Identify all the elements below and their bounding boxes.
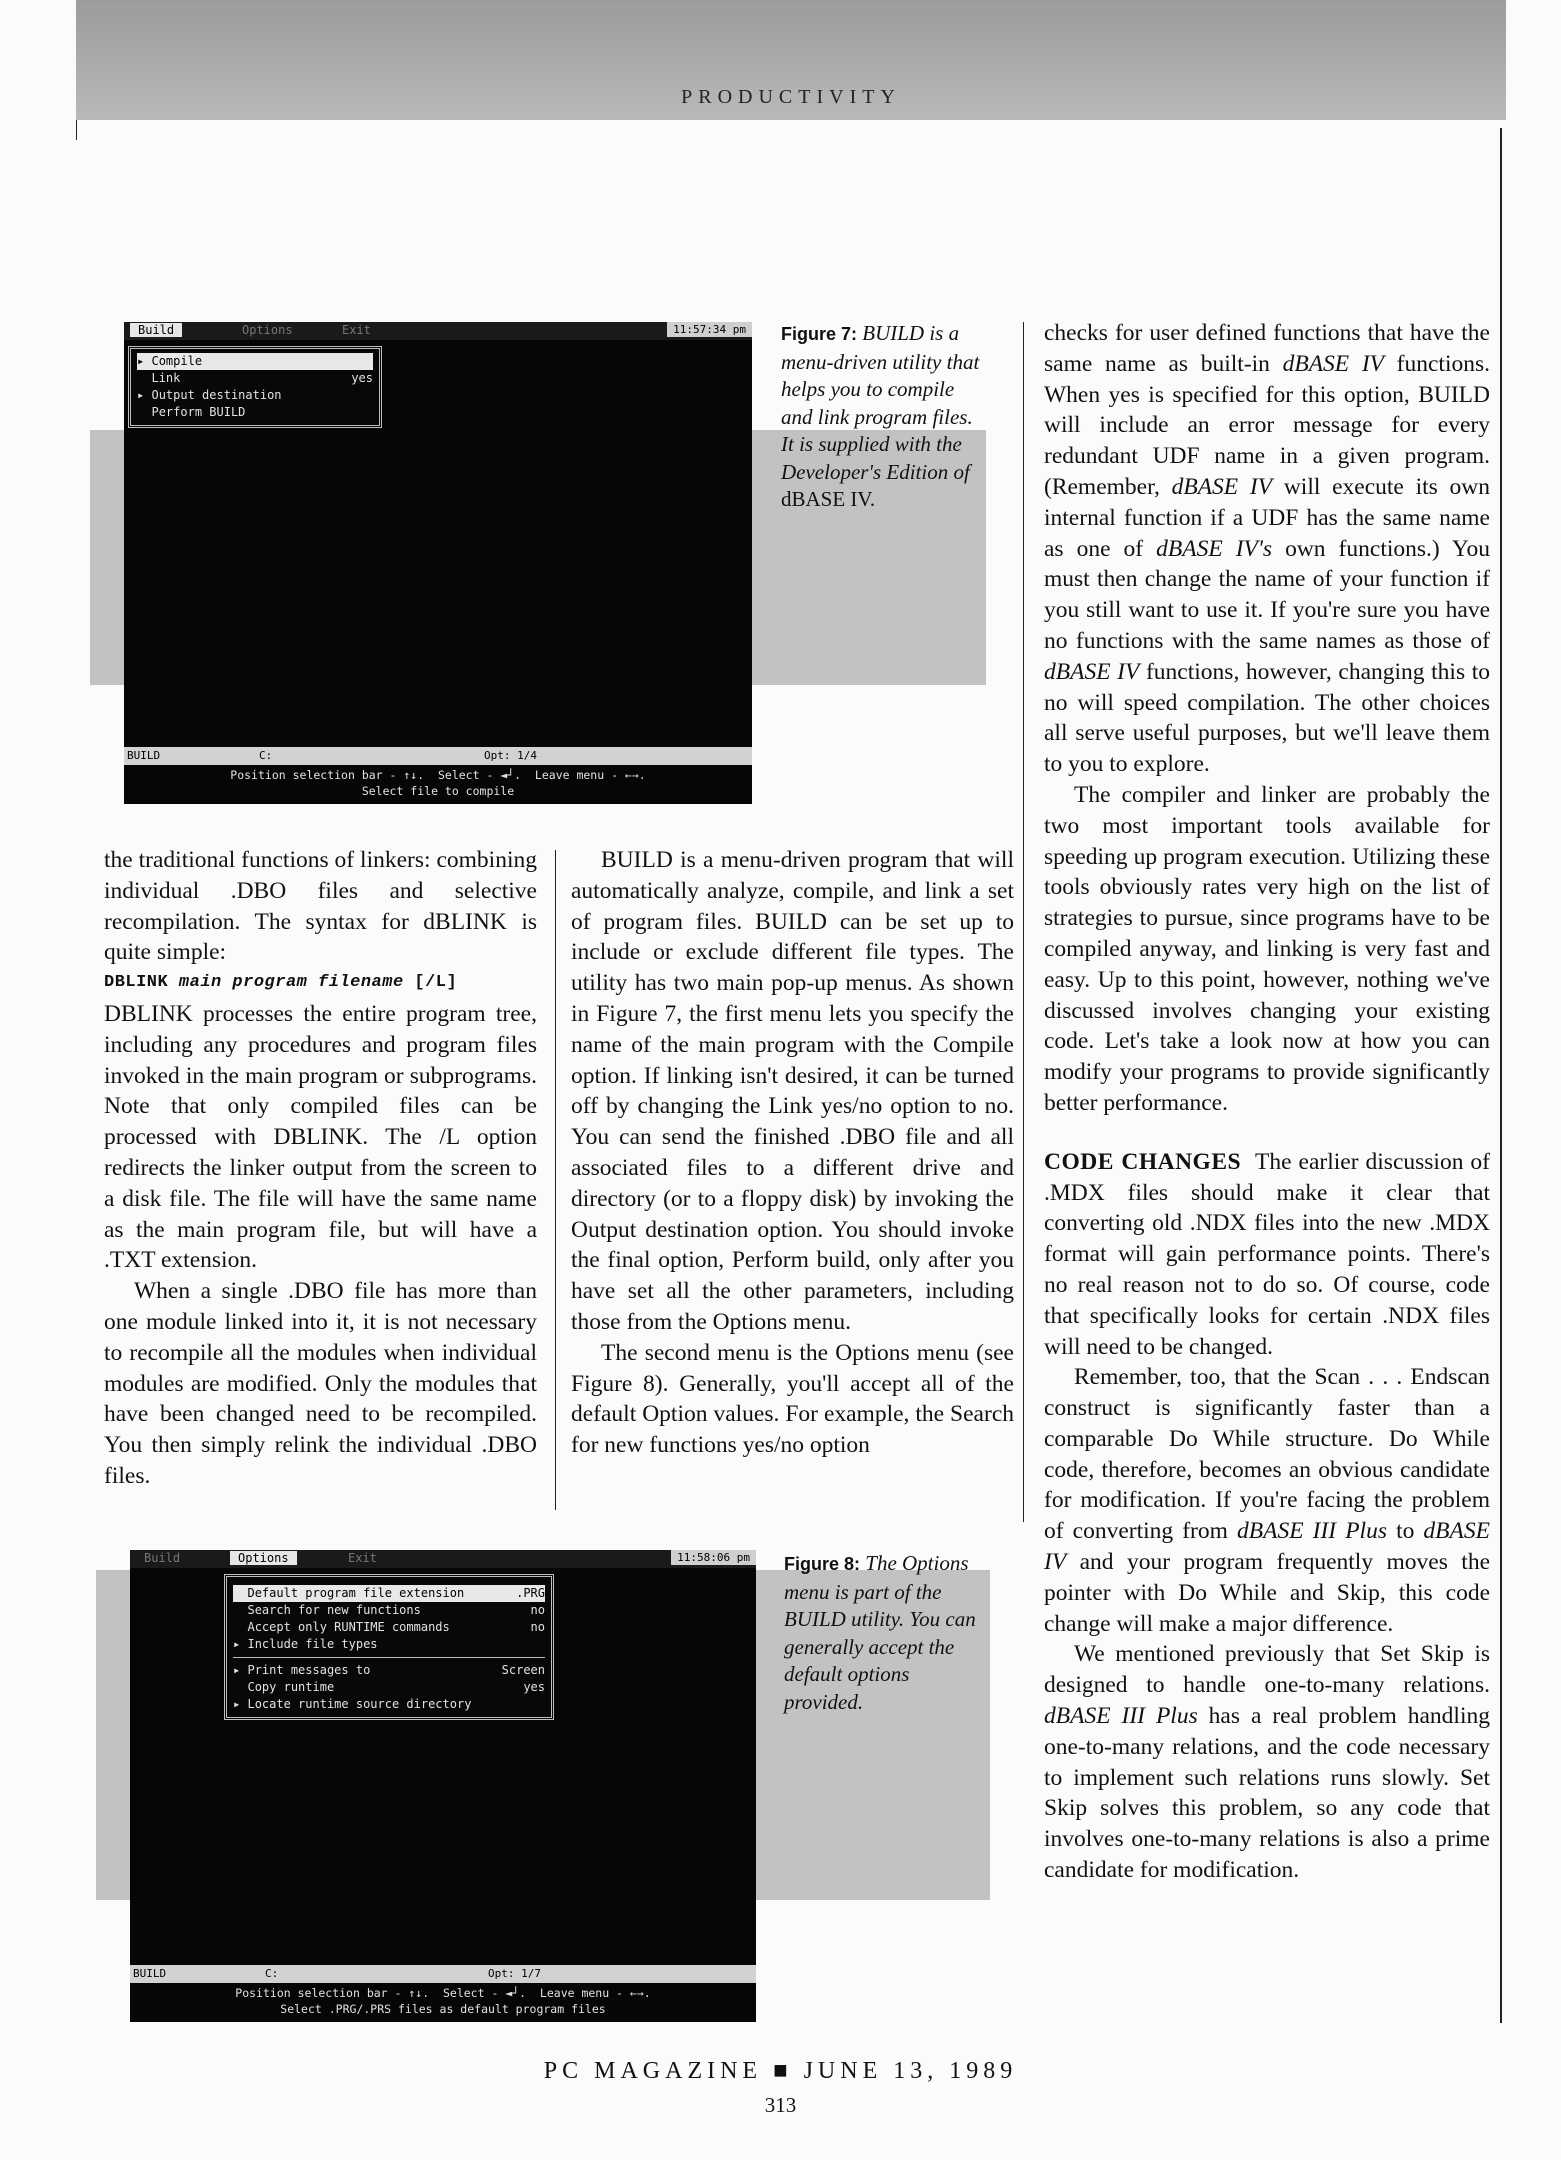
menu-item: ▸ Compile (137, 353, 373, 370)
menu-item: ▸ Include file types (233, 1637, 378, 1651)
menu-item: ▸ Print messages to Screen (233, 1663, 545, 1677)
figure8-screenshot (130, 1550, 756, 2022)
section-label: PRODUCTIVITY (681, 86, 901, 108)
text-column-2 (571, 845, 1014, 1461)
build-menu (128, 346, 382, 428)
paragraph: BUILD is a menu-driven program that will automatically analyze, compile, and link a set of program files. BUILD can be set up to include or exclude different file types. The utility has two main pop-up menus. As shown in Figure 7, the first menu lets you specify the name of the main program with the Compile option. If linking isn't desired, it can be turned off by changing the Link yes/no option to no. You can send the finished .DBO file and all associated files to a different drive and directory (or to a floppy disk) by invoking the Output destination option. You should invoke the final option, Perform build, only after you have set all the other parameters, including those from the Options menu. (571, 847, 1014, 1335)
paragraph: When a single .DBO file has more than one module linked into it, it is not necessary to recompile all the modules when individual modules are modified. Only the modules that have been changed need to be recompiled. You then simply relink the individual .DBO files. (104, 1278, 537, 1489)
status-drive: C: (265, 1967, 279, 1980)
menu-item: Link yes (151, 371, 373, 385)
paragraph: We mentioned previously that Set Skip is designed to handle one-to-many relations. dBASE III Plus has a real problem handling one-to-many relations, and the code necessary to implement such relations runs slowly. Set Skip solves this problem, so any code that involves one-to-many relations is also a prime candidate for modification. (1044, 1641, 1490, 1884)
figure7-screenshot (124, 322, 752, 804)
paragraph: The compiler and linker are probably the two most important tools available for speeding up program execution. Utilizing these tools obviously rates very high on the list of strategies to pursue, since programs have to be compiled anyway, and linking is very fast and easy. Up to this point, however, nothing we've discussed involves changing your existing code. Let's take a look now at how you can modify your programs to provide significantly better performance. (1044, 781, 1490, 1116)
caption-text: BUILD is a menu-driven utility that helps you to compile and link program files. It is supplied with the Developer's Edition of (781, 321, 980, 484)
tab-build: Build (144, 1551, 181, 1565)
left-frame-rule (76, 120, 77, 140)
screen-help-line: Position selection bar - ↑↓. Select - ◄┘. Leave menu - ←→. (230, 768, 646, 782)
code-syntax: DBLINK main program filename [/L] (104, 973, 458, 993)
screen-status-bar (124, 747, 752, 765)
caption-product: dBASE IV. (781, 487, 876, 511)
figure8-caption (784, 1550, 984, 1716)
text-column-1 (104, 845, 537, 1492)
screen-menubar (130, 1550, 756, 1568)
options-menu (224, 1574, 554, 1720)
paragraph: the traditional functions of linkers: combining individual .DBO files and selective recompilation. The syntax for dBLINK is quite simple: (104, 847, 537, 966)
tab-exit: Exit (348, 1551, 377, 1565)
menu-item: Copy runtime yes (247, 1680, 545, 1694)
paragraph: The second menu is the Options menu (see Figure 8). Generally, you'll accept all of the default Option values. For example, the Search for new functions yes/no option (571, 1339, 1014, 1459)
menu-item: Default program file extension .PRG (233, 1585, 545, 1602)
paragraph: DBLINK processes the entire program tree, including any procedures and program files invoked in the main program or subprograms. Note that only compiled files can be processed with DBLINK. The /L option redirects the linker output from the screen to a disk file. The file will have the same name as the main program file, but will have a .TXT extension. (104, 1000, 537, 1274)
menu-item: Search for new functions no (247, 1603, 545, 1617)
status-option-count: Opt: 1/7 (488, 1967, 541, 1980)
section-heading: CODE CHANGES (1044, 1148, 1242, 1175)
screen-status-bar (130, 1965, 756, 1983)
right-frame-rule (1500, 128, 1502, 2023)
screen-clock: 11:57:34 pm (667, 322, 752, 337)
screen-help-line: Position selection bar - ↑↓. Select - ◄┘. Leave menu - ←→. (235, 1986, 651, 2000)
figure7-caption (781, 320, 981, 514)
menu-item: ▸ Locate runtime source directory (233, 1697, 472, 1711)
figure-label: Figure 8: (784, 1554, 861, 1574)
column-rule-2 (1023, 322, 1024, 1522)
magazine-footer: PC MAGAZINE ■ JUNE 13, 1989 (543, 2058, 1018, 2084)
tab-exit: Exit (342, 323, 371, 337)
figure-label: Figure 7: (781, 324, 858, 344)
tab-build: Build (130, 323, 182, 337)
tab-options: Options (242, 323, 293, 337)
menu-item: Accept only RUNTIME commands no (247, 1620, 545, 1634)
menu-item: Perform BUILD (151, 405, 246, 419)
status-program: BUILD (127, 749, 161, 762)
screen-help-line: Select .PRG/.PRS files as default program files (280, 2002, 606, 2016)
text-column-3 (1044, 318, 1490, 1886)
screen-menubar (124, 322, 752, 340)
status-program: BUILD (133, 1967, 167, 1980)
screen-clock: 11:58:06 pm (671, 1550, 756, 1565)
paragraph: Remember, too, that the Scan . . . Endscan construct is significantly faster than a comparable Do While structure. Do While code, therefore, becomes an obvious candidate for modification. If you're facing the problem of converting from dBASE III Plus to dBASE IV and your program frequently moves the pointer with Do While and Skip, this code change will make a major difference. (1044, 1364, 1490, 1637)
status-drive: C: (259, 749, 273, 762)
page-number: 313 (764, 2093, 797, 2117)
status-option-count: Opt: 1/4 (484, 749, 537, 762)
caption-text: The Options menu is part of the BUILD utility. You can generally accept the default options provided. (784, 1551, 976, 1714)
column-rule-1 (555, 850, 556, 1510)
paragraph: checks for user defined functions that have the same name as built-in dBASE IV functions. When yes is specified for this option, BUILD will include an error message for every redundant UDF name in a given program. (Remember, dBASE IV will execute its own internal function if a UDF has the same name as one of dBASE IV's own functions.) You must then change the name of your function if you still want to use it. If you're sure you have no functions with the same names as those of dBASE IV functions, however, changing this to no will speed compilation. The other choices all serve useful purposes, but we'll leave them to you to explore. (1044, 320, 1491, 778)
paragraph: CODE CHANGES The earlier discussion of .MDX files should make it clear that converting old .NDX files into the new .MDX format will gain performance points. There's no real reason not to do so. Of course, code that specifically looks for certain .NDX files will need to be changed. (1044, 1148, 1490, 1360)
tab-options: Options (230, 1551, 297, 1565)
menu-item: ▸ Output destination (137, 388, 282, 402)
screen-help-line: Select file to compile (361, 784, 515, 798)
